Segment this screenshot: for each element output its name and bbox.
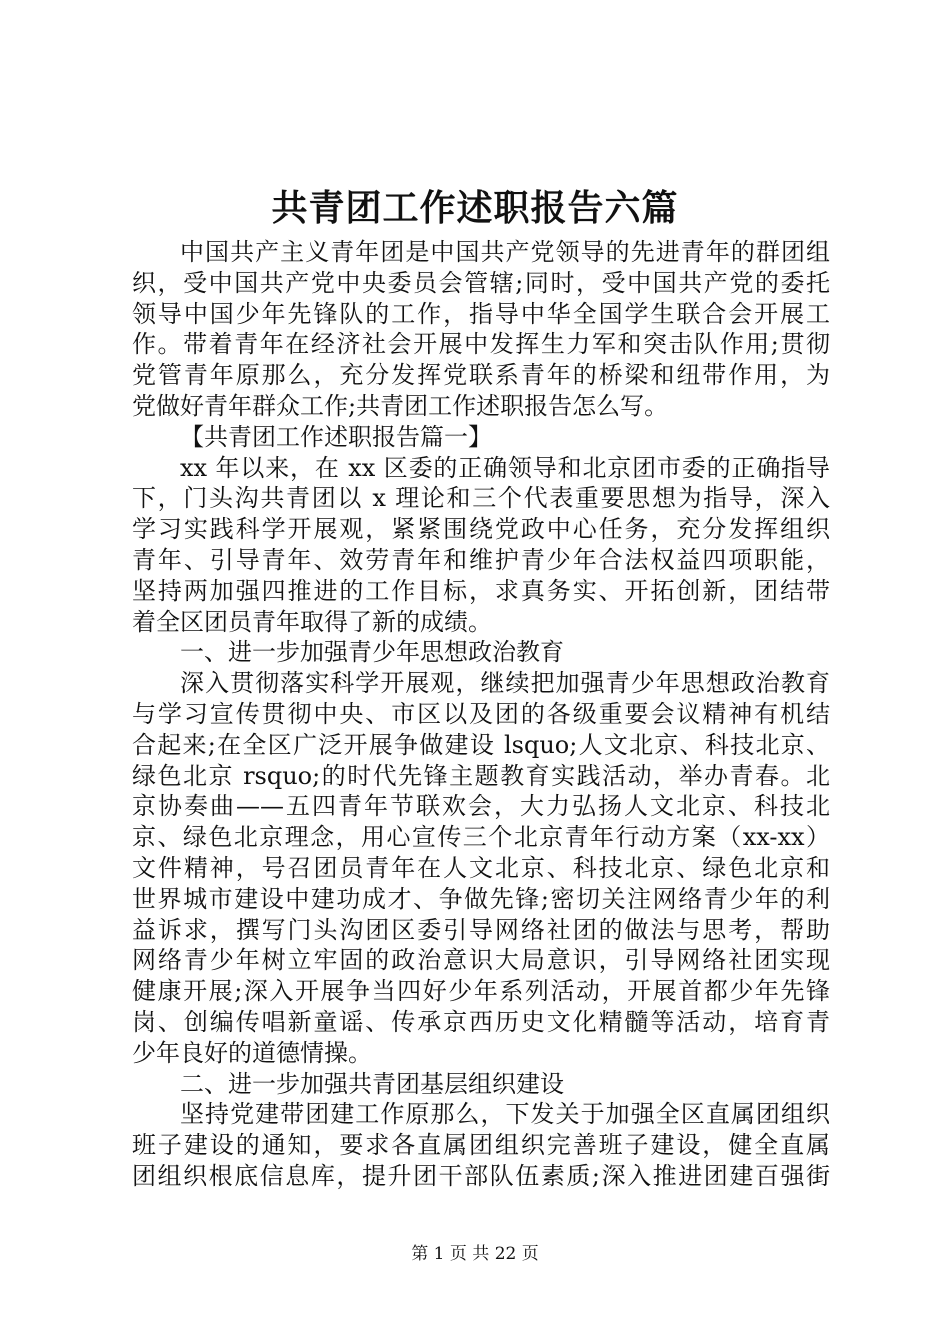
paragraph-intro [132, 237, 830, 422]
text-line: 中国共产主义青年团是中国共产党领导的先进青年的群团组 [180, 238, 830, 266]
text-line: 班子建设的通知，要求各直属团组织完善班子建设，健全直属 [132, 1131, 830, 1160]
text-line: 下，门头沟共青团以 x 理论和三个代表重要思想为指导，深入 [132, 484, 830, 513]
text-line: 青年、引导青年、效劳青年和维护青少年合法权益四项职能， [132, 545, 830, 574]
paragraph-overview [132, 453, 830, 638]
text-line: 益诉求，撰写门头沟团区委引导网络社团的做法与思考，帮助 [132, 915, 830, 944]
text-line: 作。带着青年在经济社会开展中发挥生力军和突击队作用;贯彻 [132, 330, 830, 359]
text-line: 团组织根底信息库，提升团干部队伍素质;深入推进团建百强街 [132, 1161, 830, 1190]
text-line: 坚持两加强四推进的工作目标，求真务实、开拓创新，团结带 [132, 576, 830, 605]
page-number-footer: 第 1 页 共 22 页 [411, 1244, 539, 1264]
subheading-two [132, 1069, 830, 1100]
text-line: 少年良好的道德情操。 [132, 1038, 372, 1067]
text-line: 一、进一步加强青少年思想政治教育 [180, 638, 564, 667]
text-line: 学习实践科学开展观，紧紧围绕党政中心任务，充分发挥组织 [132, 515, 830, 544]
text-line: 世界城市建设中建功成才、争做先锋;密切关注网络青少年的利 [132, 884, 830, 913]
document-body [132, 237, 830, 1192]
text-line: 织，受中国共产党中央委员会管辖;同时，受中国共产党的委托 [132, 268, 830, 297]
text-line: 深入贯彻落实科学开展观，继续把加强青少年思想政治教育 [180, 669, 830, 698]
text-line: 文件精神，号召团员青年在人文北京、科技北京、绿色北京和 [132, 853, 830, 882]
text-line: 合起来;在全区广泛开展争做建设 lsquo;人文北京、科技北京、 [132, 730, 830, 759]
text-line: 网络青少年树立牢固的政治意识大局意识，引导网络社团实现 [132, 946, 830, 975]
text-line: 与学习宣传贯彻中央、市区以及团的各级重要会议精神有机结 [132, 699, 830, 728]
text-line: xx 年以来，在 xx 区委的正确领导和北京团市委的正确指导 [180, 453, 830, 482]
text-line: 京、绿色北京理念，用心宣传三个北京青年行动方案（xx-xx） [132, 823, 830, 852]
text-line: 领导中国少年先锋队的工作，指导中华全国学生联合会开展工 [132, 299, 830, 328]
text-line: 健康开展;深入开展争当四好少年系列活动，开展首都少年先锋 [132, 977, 830, 1006]
text-line: 二、进一步加强共青团基层组织建设 [180, 1069, 564, 1098]
text-line: 党管青年原那么，充分发挥党联系青年的桥梁和纽带作用，为 [132, 361, 830, 390]
paragraph-organization [132, 1099, 830, 1191]
text-line: 京协奏曲——五四青年节联欢会，大力弘扬人文北京、科技北 [132, 792, 830, 821]
text-line: 岗、创编传唱新童谣、传承京西历史文化精髓等活动，培育青 [132, 1007, 830, 1036]
page-title: 共青团工作述职报告六篇 [271, 187, 679, 229]
text-line: 党做好青年群众工作;共青团工作述职报告怎么写。 [132, 391, 669, 420]
text-line: 着全区团员青年取得了新的成绩。 [132, 607, 492, 636]
paragraph-education [132, 668, 830, 1068]
subheading-one [132, 637, 830, 668]
text-line: 坚持党建带团建工作原那么，下发关于加强全区直属团组织 [180, 1100, 830, 1129]
text-line: 【共青团工作述职报告篇一】 [180, 422, 492, 451]
section-heading-part-one [132, 422, 830, 453]
text-line: 绿色北京 rsquo;的时代先锋主题教育实践活动，举办青春。北 [132, 761, 830, 790]
